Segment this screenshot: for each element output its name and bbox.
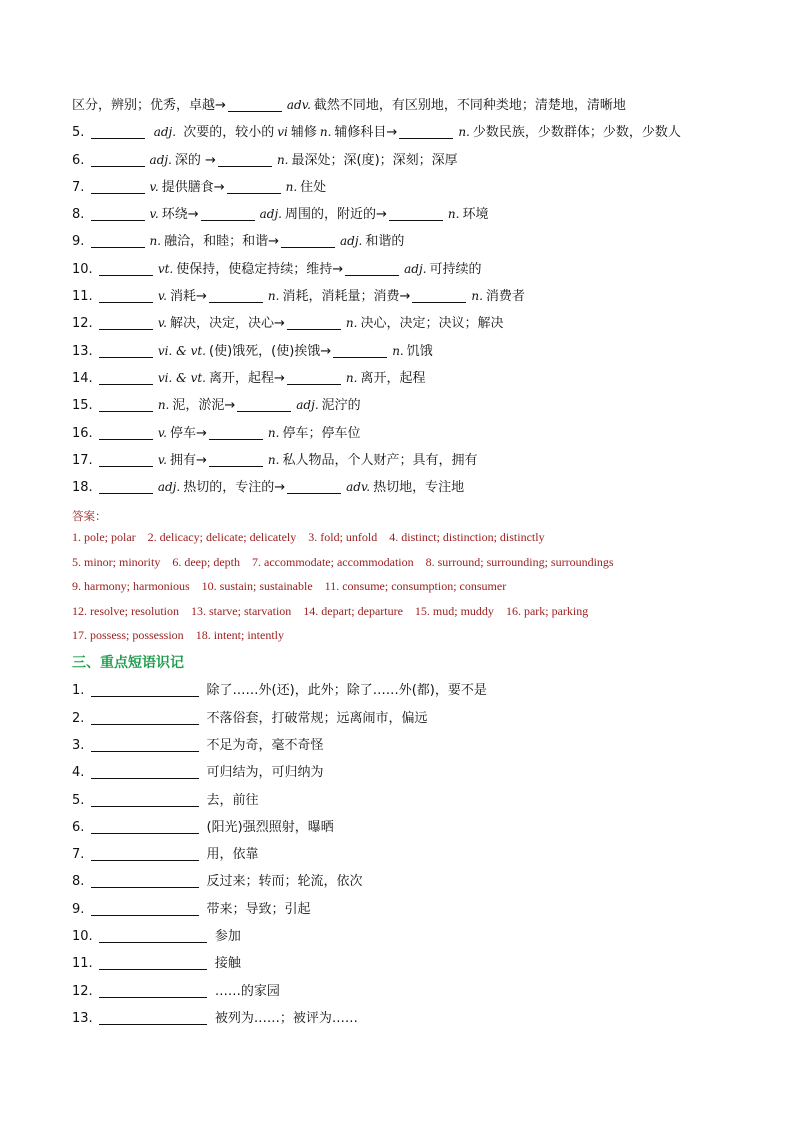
answer-blank[interactable] bbox=[237, 397, 291, 412]
answer-blank[interactable] bbox=[209, 425, 263, 440]
vocab-item bbox=[72, 283, 732, 310]
answer-entry: 8. surround; surrounding; surroundings bbox=[425, 554, 614, 569]
answer-entry: 10. sustain; sustainable bbox=[201, 579, 313, 594]
part-of-speech: n. bbox=[267, 452, 280, 467]
section-title: 三、重点短语识记 bbox=[72, 655, 184, 672]
phrase-meaning: 反过来；转而；轮流，依次 bbox=[206, 874, 363, 890]
meaning: 辅修科目→ bbox=[334, 125, 398, 141]
part-of-speech: adj. bbox=[153, 125, 177, 140]
phrase-item bbox=[72, 814, 732, 841]
answer-entry: 13. starve; starvation bbox=[190, 603, 292, 618]
answers-line bbox=[72, 599, 732, 623]
part-of-speech: adj. bbox=[259, 207, 282, 222]
part-of-speech: n. bbox=[276, 152, 289, 167]
answer-blank[interactable] bbox=[99, 452, 153, 467]
answer-entry: 14. depart; departure bbox=[303, 603, 403, 618]
part-of-speech: n. bbox=[319, 125, 332, 140]
meaning: 私人物品，个人财产；具有，拥有 bbox=[282, 452, 478, 468]
phrase-item bbox=[72, 841, 732, 868]
item-number: 17. bbox=[72, 452, 93, 468]
meaning: 融洽，和睦；和谐→ bbox=[164, 234, 279, 250]
answer-blank[interactable] bbox=[99, 425, 153, 440]
answer-entry: 9. harmony; harmonious bbox=[72, 579, 190, 594]
answer-blank[interactable] bbox=[99, 343, 153, 358]
vocab-item bbox=[72, 201, 732, 228]
part-of-speech: adj. bbox=[296, 398, 319, 413]
answer-blank[interactable] bbox=[209, 288, 263, 303]
item-number: 8. bbox=[72, 207, 85, 223]
phrase-item bbox=[72, 732, 732, 759]
part-of-speech: n. bbox=[392, 343, 404, 358]
answer-entry: 4. distinct; distinction; distinctly bbox=[389, 530, 545, 545]
item-number: 10. bbox=[72, 261, 93, 277]
answer-blank[interactable] bbox=[99, 315, 153, 330]
item-number: 12. bbox=[72, 983, 93, 999]
answer-entry: 6. deep; depth bbox=[172, 554, 240, 569]
item-number: 4. bbox=[72, 765, 85, 781]
meaning: 停车→ bbox=[170, 425, 207, 441]
vocab-intro-line bbox=[72, 92, 732, 119]
meaning: 解决，决定，决心→ bbox=[170, 316, 285, 332]
vocab-item bbox=[72, 119, 732, 146]
meaning: 饥饿 bbox=[406, 343, 433, 359]
answer-blank[interactable] bbox=[399, 124, 453, 139]
answer-blank[interactable] bbox=[218, 152, 272, 167]
part-of-speech: v. bbox=[157, 289, 167, 304]
phrase-item bbox=[72, 950, 732, 977]
item-number: 8. bbox=[72, 874, 85, 890]
part-of-speech: vt. bbox=[157, 261, 174, 276]
meaning: 住处 bbox=[300, 179, 327, 195]
meaning: 热切的，专注的→ bbox=[183, 480, 286, 496]
answers-label: 答案： bbox=[72, 509, 107, 524]
meaning: 泥泞的 bbox=[321, 398, 361, 414]
phrase-meaning: 可归结为，可归纳为 bbox=[206, 765, 324, 781]
item-number: 18. bbox=[72, 480, 93, 496]
phrase-meaning: 不足为奇，毫不奇怪 bbox=[206, 738, 324, 753]
vocab-intro-pre: 区分，辨别；优秀，卓越→ bbox=[72, 98, 226, 113]
answer-blank[interactable] bbox=[99, 1010, 207, 1025]
phrase-meaning: 去，前往 bbox=[206, 792, 259, 808]
item-number: 9. bbox=[72, 234, 85, 250]
answer-blank[interactable] bbox=[227, 179, 281, 194]
item-number: 7. bbox=[72, 847, 85, 863]
answer-blank[interactable] bbox=[209, 452, 263, 467]
answer-blank[interactable] bbox=[91, 710, 199, 725]
answer-blank[interactable] bbox=[228, 97, 282, 112]
item-number: 12. bbox=[72, 316, 93, 332]
part-of-speech: v. bbox=[149, 207, 159, 222]
meaning: 最深处；深(度)；深刻；深厚 bbox=[291, 152, 458, 168]
meaning: 热切地，专注地 bbox=[373, 480, 465, 496]
answer-blank[interactable] bbox=[91, 764, 199, 779]
meaning: 提供膳食→ bbox=[161, 179, 225, 195]
vocab-item bbox=[72, 310, 732, 337]
meaning: 和谐的 bbox=[365, 234, 405, 250]
answer-blank[interactable] bbox=[201, 206, 255, 221]
phrase-item bbox=[72, 787, 732, 814]
part-of-speech: adj. bbox=[157, 480, 181, 495]
phrase-item bbox=[72, 896, 732, 923]
meaning: 环境 bbox=[462, 207, 489, 223]
part-of-speech: adj. bbox=[404, 261, 427, 276]
answer-blank[interactable] bbox=[99, 479, 153, 494]
answer-blank[interactable] bbox=[99, 261, 153, 276]
answer-entry: 5. minor; minority bbox=[72, 554, 161, 569]
part-of-speech: n. bbox=[471, 289, 483, 304]
phrase-item bbox=[72, 705, 732, 732]
phrase-meaning: 不落俗套，打破常规；远离闹市，偏远 bbox=[206, 710, 428, 726]
item-number: 1. bbox=[72, 683, 85, 699]
phrase-meaning: 除了……外(还)，此外；除了……外(都)，要不是 bbox=[206, 683, 487, 699]
vocab-item bbox=[72, 420, 732, 447]
answer-entry: 1. pole; polar bbox=[72, 530, 136, 545]
answer-entry: 16. park; parking bbox=[505, 603, 589, 618]
item-number: 13. bbox=[72, 1010, 93, 1026]
vocab-item bbox=[72, 256, 732, 283]
vocab-item bbox=[72, 474, 732, 501]
phrase-item bbox=[72, 1005, 732, 1032]
answer-entry: 11. consume; consumption; consumer bbox=[324, 579, 507, 594]
answer-blank[interactable] bbox=[91, 846, 199, 861]
answer-blank[interactable] bbox=[91, 682, 199, 697]
answer-entry: 18. intent; intently bbox=[195, 628, 285, 643]
item-number: 10. bbox=[72, 929, 93, 945]
phrase-meaning: (阳光)强烈照射，曝晒 bbox=[206, 819, 334, 835]
answer-blank[interactable] bbox=[345, 261, 399, 276]
answer-blank[interactable] bbox=[91, 179, 145, 194]
answer-entry: 3. fold; unfold bbox=[308, 530, 378, 545]
part-of-speech: adv. bbox=[346, 480, 371, 495]
part-of-speech: v. bbox=[157, 425, 167, 440]
item-number: 5. bbox=[72, 125, 85, 141]
item-number: 5. bbox=[72, 792, 85, 808]
meaning: 深的 → bbox=[174, 152, 216, 168]
item-number: 14. bbox=[72, 370, 93, 386]
phrase-item bbox=[72, 923, 732, 950]
phrase-item bbox=[72, 677, 732, 704]
meaning: 次要的，较小的 bbox=[183, 125, 275, 141]
answers-line bbox=[72, 623, 732, 647]
item-number: 6. bbox=[72, 819, 85, 835]
item-number: 11. bbox=[72, 956, 93, 972]
item-number: 13. bbox=[72, 343, 93, 359]
meaning: 泥，淤泥→ bbox=[172, 398, 236, 414]
part-of-speech: n. bbox=[157, 398, 170, 413]
meaning: 周围的，附近的→ bbox=[285, 207, 387, 223]
answer-blank[interactable] bbox=[91, 124, 145, 139]
worksheet-page bbox=[72, 92, 732, 1032]
part-of-speech: adv. bbox=[286, 98, 311, 112]
part-of-speech: n. bbox=[285, 179, 298, 194]
part-of-speech: adj. bbox=[340, 234, 363, 249]
meaning: 环绕→ bbox=[161, 207, 199, 223]
answer-blank[interactable] bbox=[91, 206, 145, 221]
phrase-item bbox=[72, 868, 732, 895]
answer-blank[interactable] bbox=[287, 315, 341, 330]
part-of-speech: n. bbox=[267, 289, 280, 304]
phrase-item bbox=[72, 759, 732, 786]
meaning: 辅修 bbox=[290, 125, 317, 141]
part-of-speech: v. bbox=[157, 316, 167, 331]
part-of-speech: n. bbox=[345, 316, 358, 331]
item-number: 3. bbox=[72, 738, 85, 753]
part-of-speech: v. bbox=[149, 179, 159, 194]
vocab-item bbox=[72, 447, 732, 474]
answer-blank[interactable] bbox=[99, 370, 153, 385]
item-number: 16. bbox=[72, 425, 93, 441]
answer-entry: 17. possess; possession bbox=[72, 628, 184, 643]
answer-blank[interactable] bbox=[91, 873, 199, 888]
part-of-speech: vi bbox=[277, 125, 288, 140]
answer-blank[interactable] bbox=[91, 792, 199, 807]
part-of-speech: adj. bbox=[149, 152, 172, 167]
answer-blank[interactable] bbox=[91, 737, 199, 752]
phrase-meaning: 接触 bbox=[214, 956, 241, 972]
answer-blank[interactable] bbox=[99, 397, 153, 412]
part-of-speech: v. bbox=[157, 452, 167, 467]
part-of-speech: n. bbox=[458, 125, 470, 140]
item-number: 7. bbox=[72, 179, 85, 195]
meaning: 离开，起程→ bbox=[209, 370, 285, 386]
answers-line bbox=[72, 550, 732, 574]
meaning: 决心，决定；决议；解决 bbox=[360, 316, 504, 332]
meaning: 拥有→ bbox=[170, 452, 207, 468]
answer-blank[interactable] bbox=[412, 288, 466, 303]
answer-blank[interactable] bbox=[91, 901, 199, 916]
answer-blank[interactable] bbox=[91, 233, 145, 248]
answer-blank[interactable] bbox=[91, 819, 199, 834]
vocab-item bbox=[72, 228, 732, 255]
meaning: 消费者 bbox=[485, 289, 525, 305]
answer-entry: 7. accommodate; accommodation bbox=[252, 554, 414, 569]
meaning: 消耗→ bbox=[170, 289, 207, 305]
answer-blank[interactable] bbox=[99, 955, 207, 970]
answer-blank[interactable] bbox=[287, 370, 341, 385]
part-of-speech: n. bbox=[149, 234, 162, 249]
phrase-meaning: 被列为……；被评为…… bbox=[214, 1010, 358, 1026]
meaning: 离开，起程 bbox=[360, 370, 426, 386]
phrase-meaning: ……的家园 bbox=[214, 983, 280, 999]
vocab-intro-post: 截然不同地，有区别地，不同种类地；清楚地，清晰地 bbox=[313, 98, 626, 113]
vocab-item bbox=[72, 147, 732, 174]
meaning: 可持续的 bbox=[429, 261, 482, 277]
answer-blank[interactable] bbox=[287, 479, 341, 494]
part-of-speech: vi. & vt. bbox=[157, 370, 206, 385]
item-number: 6. bbox=[72, 152, 85, 168]
item-number: 2. bbox=[72, 710, 85, 726]
part-of-speech: n. bbox=[345, 370, 358, 385]
phrase-item bbox=[72, 978, 732, 1005]
phrase-meaning: 带来；导致；引起 bbox=[206, 901, 311, 917]
answers-line bbox=[72, 574, 732, 598]
meaning: 使保持，使稳定持续；维持→ bbox=[176, 261, 344, 277]
item-number: 11. bbox=[72, 289, 93, 305]
answer-blank[interactable] bbox=[91, 152, 145, 167]
meaning: 消耗，消耗量；消费→ bbox=[282, 289, 411, 305]
part-of-speech: n. bbox=[447, 207, 460, 222]
vocab-item bbox=[72, 392, 732, 419]
vocab-item bbox=[72, 365, 732, 392]
answer-blank[interactable] bbox=[99, 983, 207, 998]
meaning: (使)饿死，(使)挨饿→ bbox=[209, 343, 332, 359]
answer-entry: 2. delicacy; delicate; delicately bbox=[147, 530, 297, 545]
part-of-speech: vi. & vt. bbox=[157, 343, 206, 358]
phrase-meaning: 参加 bbox=[214, 929, 241, 945]
part-of-speech: n. bbox=[267, 425, 280, 440]
vocab-item bbox=[72, 338, 732, 365]
answer-blank[interactable] bbox=[281, 233, 335, 248]
answer-blank[interactable] bbox=[99, 928, 207, 943]
item-number: 9. bbox=[72, 901, 85, 917]
vocab-item bbox=[72, 174, 732, 201]
answer-entry: 12. resolve; resolution bbox=[72, 603, 179, 618]
answers-line bbox=[72, 525, 732, 549]
answer-blank[interactable] bbox=[389, 206, 443, 221]
item-number: 15. bbox=[72, 398, 93, 414]
answer-blank[interactable] bbox=[99, 288, 153, 303]
meaning: 停车；停车位 bbox=[282, 425, 361, 441]
phrase-meaning: 用，依靠 bbox=[206, 847, 259, 863]
answer-entry: 15. mud; muddy bbox=[414, 603, 494, 618]
meaning: 少数民族，少数群体；少数，少数人 bbox=[472, 125, 681, 141]
answer-blank[interactable] bbox=[333, 343, 387, 358]
